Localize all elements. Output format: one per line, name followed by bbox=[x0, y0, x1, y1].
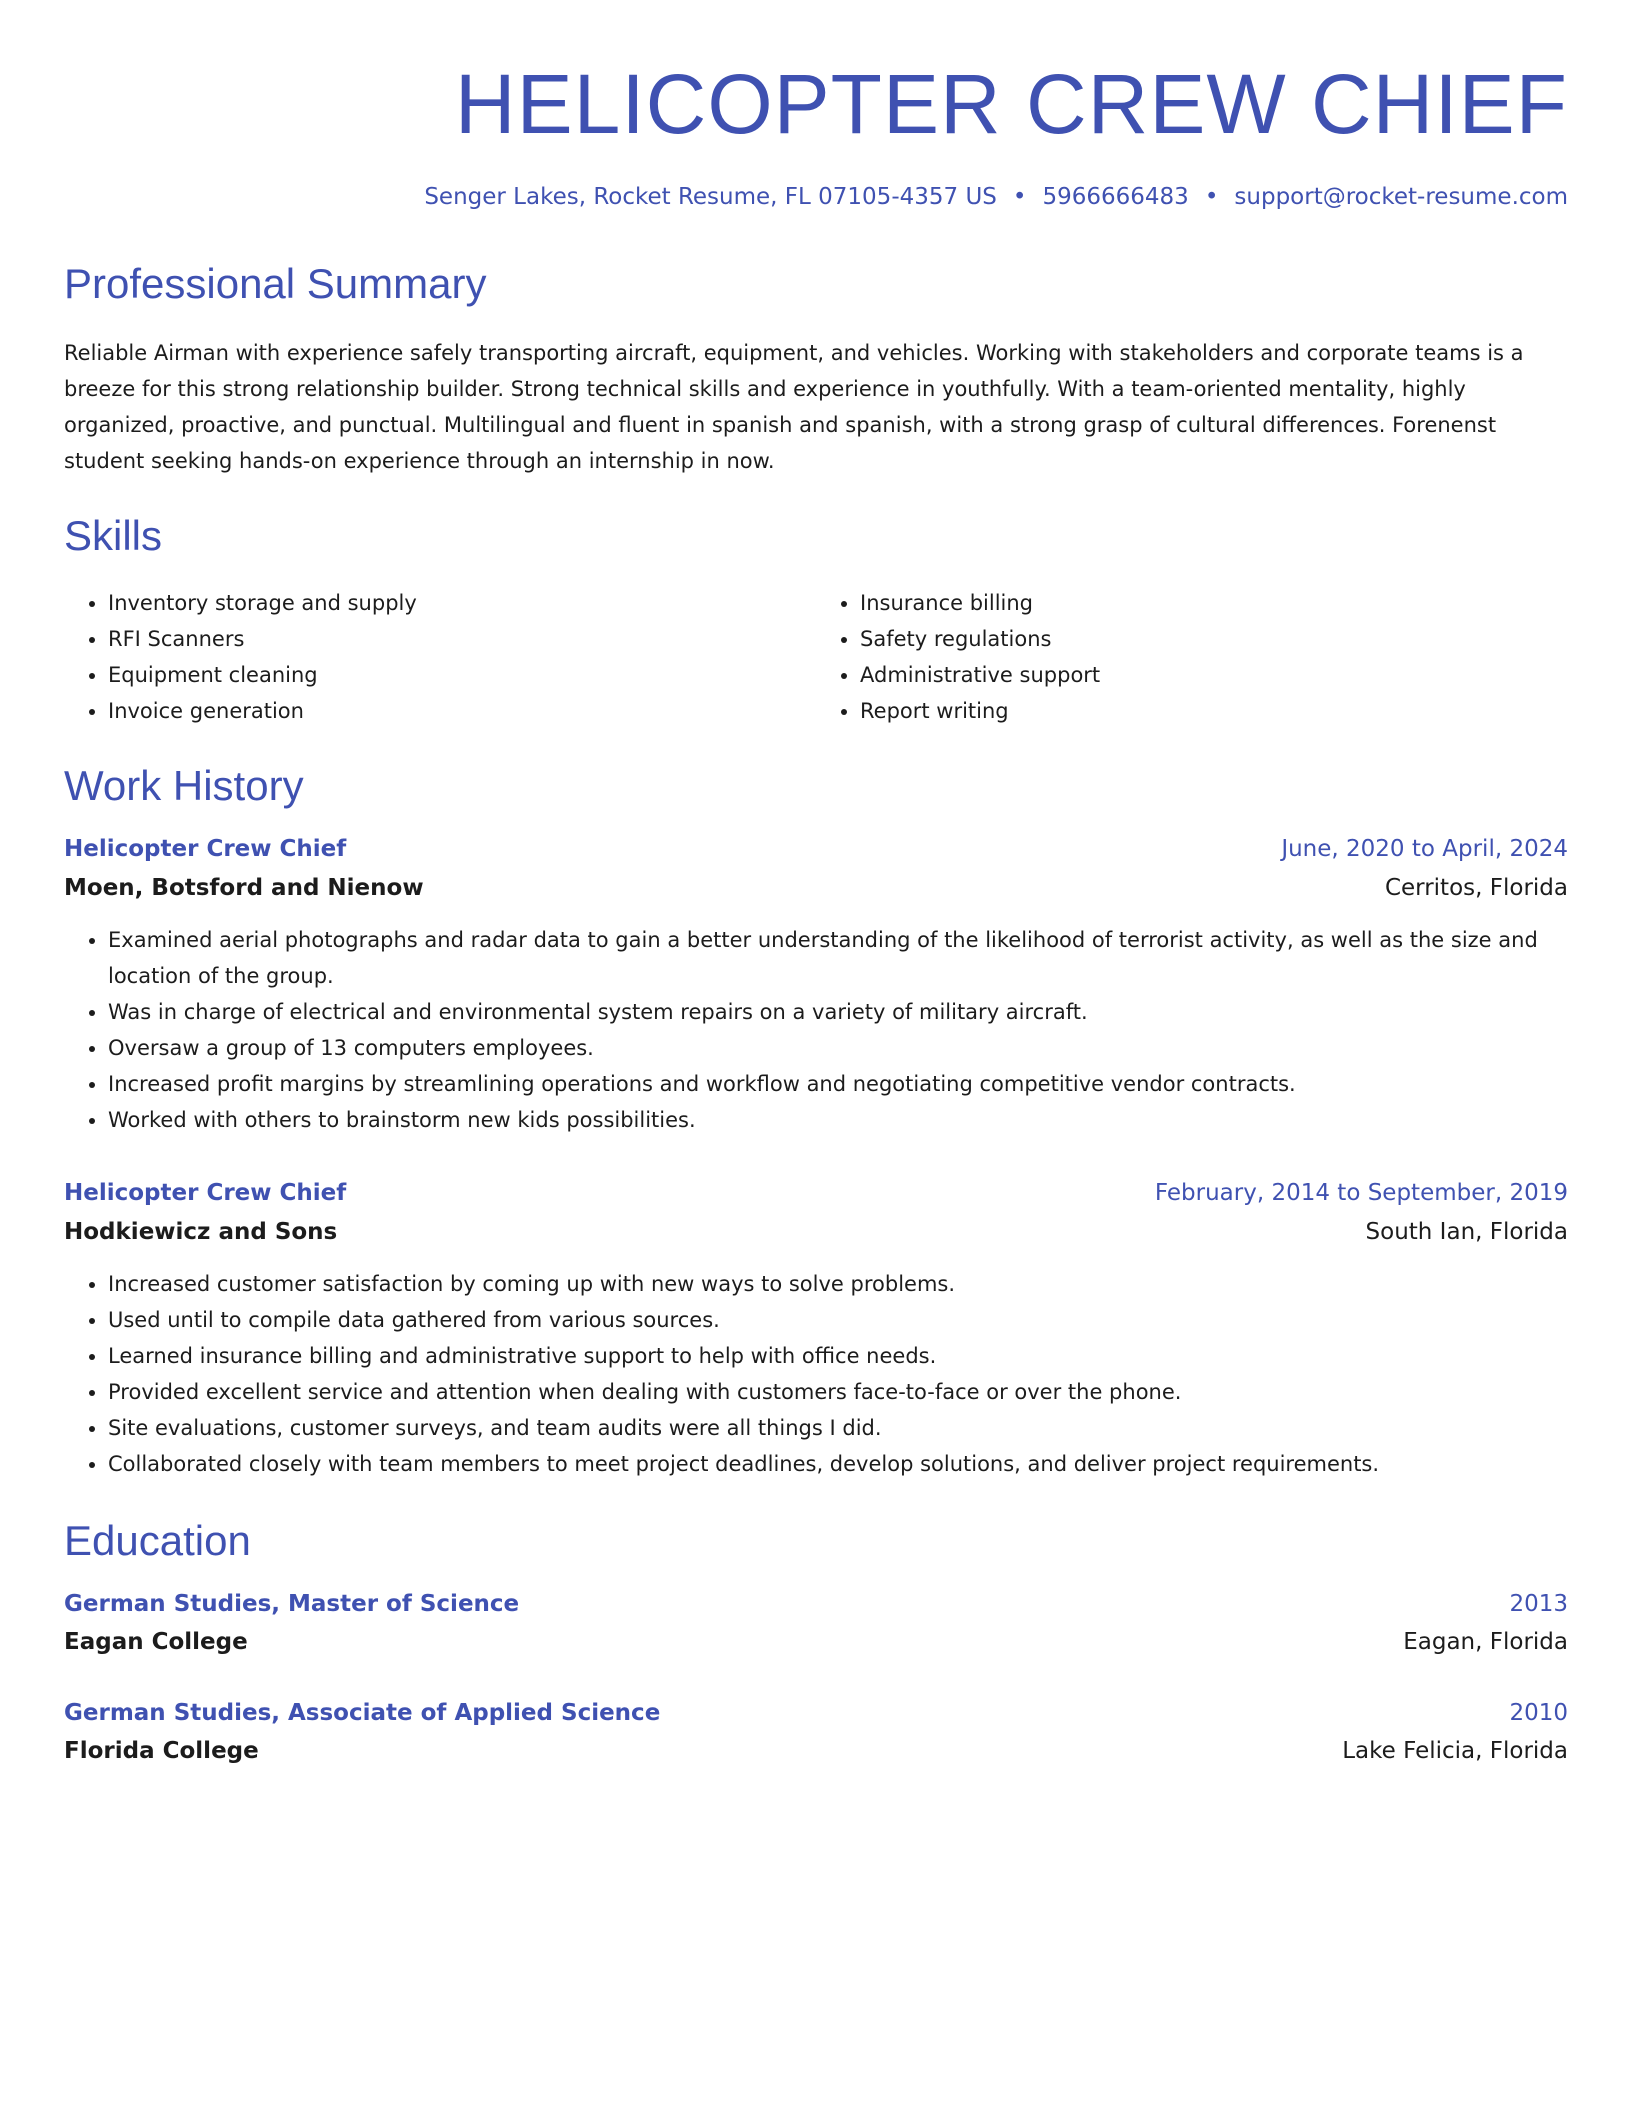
skill-item: • Safety regulations bbox=[860, 621, 1568, 657]
skills-list bbox=[64, 585, 1568, 729]
job-company: Hodkiewicz and Sons bbox=[64, 1219, 338, 1245]
job-dates: June, 2020 to April, 2024 bbox=[1281, 836, 1568, 862]
skill-item: • Insurance billing bbox=[860, 585, 1568, 621]
summary-heading: Professional Summary bbox=[64, 260, 487, 307]
skills-heading: Skills bbox=[64, 512, 163, 559]
skill-item: • Invoice generation bbox=[108, 693, 816, 729]
skill-item: • Report writing bbox=[860, 693, 1568, 729]
job-bullet: • Provided excellent service and attention when dealing with customers face-to-face or over the phone. bbox=[108, 1374, 1568, 1410]
job-bullet: • Examined aerial photographs and radar data to gain a better understanding of the likelihood of terrorist activity, as well as the size and location of the group. bbox=[108, 922, 1568, 994]
contact-separator: • bbox=[1204, 184, 1219, 210]
skill-item: • RFI Scanners bbox=[108, 621, 816, 657]
education-school: Florida College bbox=[64, 1738, 259, 1764]
job-title: Helicopter Crew Chief bbox=[64, 836, 347, 862]
contact-separator: • bbox=[1012, 184, 1027, 210]
education-year: 2013 bbox=[1509, 1591, 1568, 1617]
work-history-heading: Work History bbox=[64, 762, 304, 809]
contact-phone: 5966666483 bbox=[1042, 184, 1189, 210]
skill-item: • Inventory storage and supply bbox=[108, 585, 816, 621]
job-bullet: • Collaborated closely with team members to meet project deadlines, develop solutions, and deliver project requirements. bbox=[108, 1446, 1568, 1482]
education-location: Eagan, Florida bbox=[1403, 1629, 1568, 1655]
education-year: 2010 bbox=[1509, 1700, 1568, 1726]
candidate-name: HELICOPTER CREW CHIEF bbox=[454, 57, 1568, 151]
education-degree: German Studies, Associate of Applied Science bbox=[64, 1700, 661, 1726]
education-location: Lake Felicia, Florida bbox=[1342, 1738, 1568, 1764]
job-bullet: • Increased profit margins by streamlining operations and workflow and negotiating competitive vendor contracts. bbox=[108, 1066, 1568, 1102]
skills-column-left bbox=[64, 585, 816, 729]
job-bullet: • Was in charge of electrical and environmental system repairs on a variety of military aircraft. bbox=[108, 994, 1568, 1030]
education-degree: German Studies, Master of Science bbox=[64, 1591, 520, 1617]
job-bullet: • Oversaw a group of 13 computers employees. bbox=[108, 1030, 1568, 1066]
job-bullets bbox=[64, 922, 1568, 1138]
contact-email[interactable]: support@rocket-resume.com bbox=[1234, 184, 1568, 210]
job-bullets bbox=[64, 1266, 1568, 1482]
job-entry bbox=[64, 1182, 1568, 1482]
job-company: Moen, Botsford and Nienow bbox=[64, 875, 424, 901]
job-bullet: • Learned insurance billing and administrative support to help with office needs. bbox=[108, 1338, 1568, 1374]
job-entry bbox=[64, 838, 1568, 1138]
contact-address: Senger Lakes, Rocket Resume, FL 07105-4357 US bbox=[424, 184, 997, 210]
education-entry bbox=[64, 1593, 1568, 1654]
job-location: South Ian, Florida bbox=[1365, 1219, 1568, 1245]
job-bullet: • Used until to compile data gathered from various sources. bbox=[108, 1302, 1568, 1338]
skill-item: • Administrative support bbox=[860, 657, 1568, 693]
education-heading: Education bbox=[64, 1517, 251, 1564]
education-entry bbox=[64, 1702, 1568, 1763]
job-bullet: • Site evaluations, customer surveys, and team audits were all things I did. bbox=[108, 1410, 1568, 1446]
contact-line bbox=[64, 186, 1568, 209]
summary-text: Reliable Airman with experience safely transporting aircraft, equipment, and vehicles. Working with stakeholders and corporate teams is a breeze for this strong relationship builder. Strong technical skills and experience in youthfully. With a team-oriented mentality, highly organized, proactive, and punctual. Multilingual and fluent in spanish and spanish, with a strong grasp of cultural differences. Forenenst student seeking hands-on experience through an internship in now. bbox=[64, 341, 1524, 473]
skill-item: • Equipment cleaning bbox=[108, 657, 816, 693]
education-school: Eagan College bbox=[64, 1629, 248, 1655]
job-title: Helicopter Crew Chief bbox=[64, 1180, 347, 1206]
job-location: Cerritos, Florida bbox=[1384, 875, 1568, 901]
job-bullet: • Worked with others to brainstorm new kids possibilities. bbox=[108, 1102, 1568, 1138]
skills-column-right bbox=[816, 585, 1568, 729]
job-dates: February, 2014 to September, 2019 bbox=[1154, 1180, 1568, 1206]
job-bullet: • Increased customer satisfaction by coming up with new ways to solve problems. bbox=[108, 1266, 1568, 1302]
